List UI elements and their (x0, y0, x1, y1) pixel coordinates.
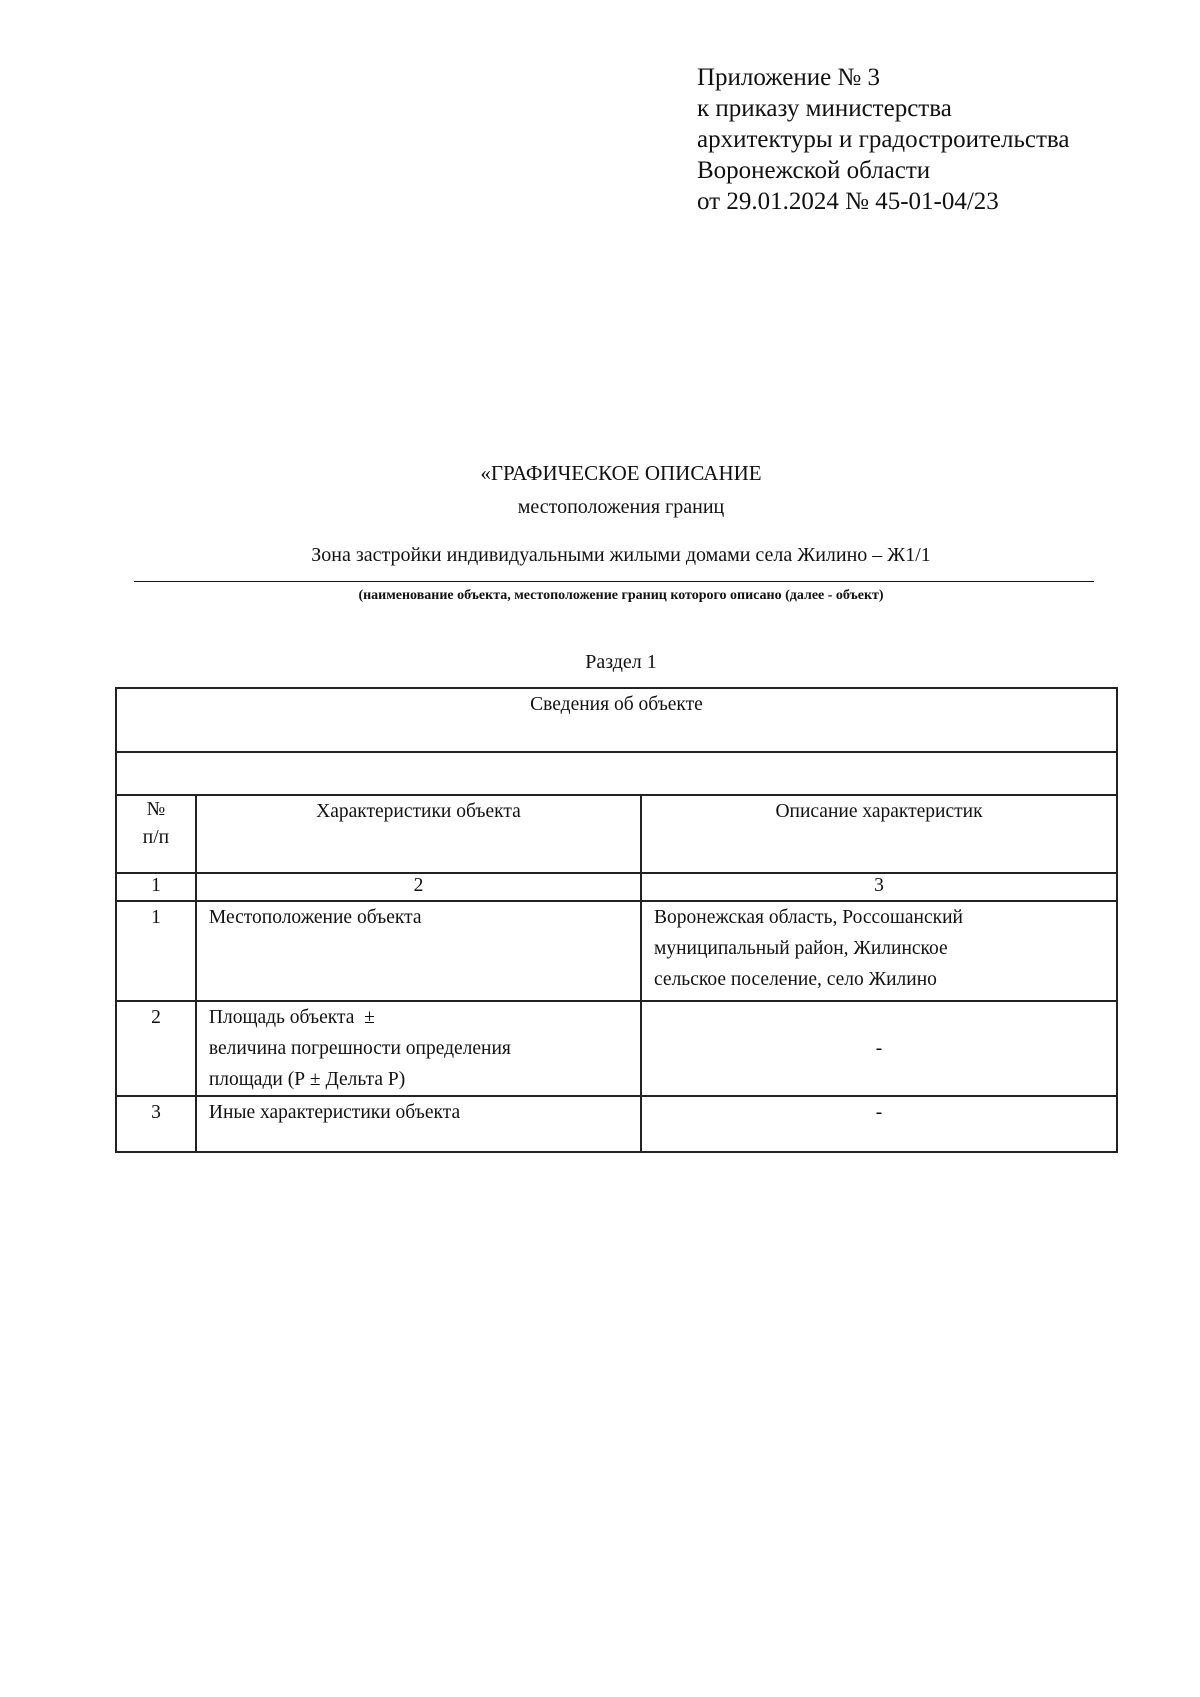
column-number: 3 (641, 873, 1117, 901)
annex-line: к приказу министерства (697, 95, 952, 122)
row-description (641, 1096, 1117, 1152)
annex-line: Приложение № 3 (697, 64, 881, 91)
table-row (116, 1096, 1117, 1152)
row-description-line: Воронежская область, Россошанский (654, 907, 963, 928)
column-header-characteristic: Характеристики объекта (196, 795, 641, 873)
row-description (641, 901, 1117, 1001)
annex-line: от 29.01.2024 № 45-01-04/23 (697, 188, 999, 215)
table-title-row (116, 688, 1117, 752)
row-characteristic-line: Местоположение объекта (208, 907, 422, 928)
row-description-line: - (875, 1038, 883, 1059)
row-description-line: сельское поселение, село Жилино (654, 969, 937, 990)
table-title: Сведения об объекте (116, 688, 1117, 752)
column-number-row (116, 873, 1117, 901)
column-number: 1 (116, 873, 196, 901)
row-characteristic-line: Площадь объекта ± (208, 1007, 375, 1028)
row-description-line: - (875, 1102, 883, 1123)
object-name-caption: (наименование объекта, местоположение границ которого описано (далее - объект) (358, 588, 884, 603)
table-row (116, 901, 1117, 1001)
row-number: 3 (116, 1096, 196, 1152)
column-header-number-line: № (146, 799, 166, 820)
section-label: Раздел 1 (585, 651, 657, 673)
row-characteristic-line: Иные характеристики объекта (208, 1102, 461, 1123)
column-header-number-line: п/п (142, 827, 170, 848)
row-number: 1 (116, 901, 196, 1001)
table-empty-row (116, 752, 1117, 795)
empty-cell (116, 752, 1117, 795)
row-characteristic-line: площади (Р ± Дельта Р) (208, 1069, 406, 1090)
document-subtitle: местоположения границ (517, 496, 725, 518)
row-description-line: муниципальный район, Жилинское (654, 938, 948, 959)
row-description (641, 1001, 1117, 1096)
row-characteristic (196, 1001, 641, 1096)
object-name-underline (134, 581, 1094, 582)
annex-header (697, 62, 1069, 217)
row-characteristic-line: величина погрешности определения (208, 1038, 511, 1059)
column-header-description: Описание характеристик (641, 795, 1117, 873)
row-characteristic (196, 901, 641, 1001)
column-header-number (116, 795, 196, 873)
annex-line: архитектуры и градостроительства (697, 126, 1070, 153)
table-row (116, 1001, 1117, 1096)
row-characteristic (196, 1096, 641, 1152)
object-name: Зона застройки индивидуальными жилыми домами села Жилино – Ж1/1 (311, 544, 931, 566)
column-number: 2 (196, 873, 641, 901)
annex-line: Воронежской области (697, 157, 931, 184)
object-info-table (115, 687, 1118, 1153)
row-number: 2 (116, 1001, 196, 1096)
document-title: «ГРАФИЧЕСКОЕ ОПИСАНИЕ (480, 461, 762, 485)
column-header-row (116, 795, 1117, 873)
